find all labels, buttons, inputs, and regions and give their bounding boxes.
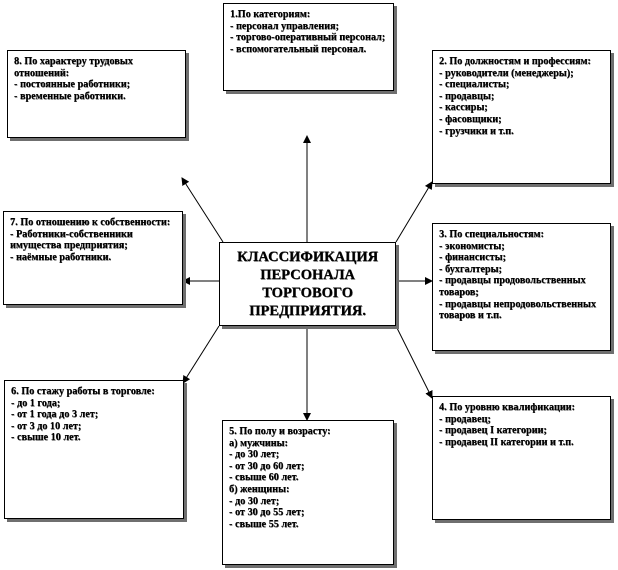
list-item: - свыше 55 лет.	[229, 518, 299, 530]
box-list	[439, 68, 604, 138]
list-item: - продавец I категории;	[439, 425, 547, 437]
list-item: - руководители (менеджеры);	[439, 67, 574, 79]
arrow-to-box-6	[183, 326, 219, 383]
list-item: - продавец;	[439, 413, 491, 425]
list-item: - экономисты;	[439, 240, 505, 252]
list-item: - фасовщики;	[439, 113, 502, 125]
box-by-labor-relations	[7, 50, 186, 138]
box-title: 1.По категориям:	[230, 9, 311, 20]
list-item: - бухгалтеры;	[439, 263, 502, 275]
box-title: 6. По стажу работы в торговле:	[11, 386, 155, 397]
list-item: - временные работники.	[14, 90, 126, 102]
list-item: а) мужчины:	[229, 437, 288, 449]
list-item: - от 30 до 60 лет;	[229, 460, 305, 472]
list-item: - от 30 до 55 лет;	[229, 507, 305, 519]
list-item: - финансисты;	[439, 252, 506, 264]
box-by-positions	[432, 50, 611, 184]
box-list	[229, 438, 387, 531]
box-list	[439, 241, 604, 322]
list-item: - продавцы продовольственных товаров;	[439, 275, 586, 298]
box-by-experience	[4, 380, 184, 519]
box-by-category	[223, 3, 394, 91]
list-item: - вспомогательный персонал.	[230, 43, 367, 55]
box-title: 7. По отношению к собственности:	[10, 217, 171, 228]
list-item: - кассиры;	[439, 102, 488, 114]
list-item: - продавцы;	[439, 90, 495, 102]
list-item: - свыше 60 лет.	[229, 472, 299, 484]
list-item: - до 30 лет;	[229, 449, 280, 461]
box-list	[439, 414, 604, 449]
list-item: - от 1 года до 3 лет;	[11, 409, 99, 421]
list-item: - свыше 10 лет.	[11, 432, 81, 444]
list-item: - Работники-собственники имущества предприятия;	[10, 228, 133, 252]
list-item: - до 30 лет;	[229, 495, 280, 507]
box-list	[230, 21, 387, 56]
box-by-ownership	[3, 211, 183, 305]
box-list	[10, 229, 176, 264]
list-item: б) женщины:	[229, 483, 290, 495]
box-title: 8. По характеру трудовых отношений:	[14, 56, 133, 79]
box-title: 3. По специальностям:	[439, 229, 544, 240]
list-item: - продавец II категории и т.п.	[439, 436, 574, 448]
box-title: 4. По уровню квалификации:	[439, 402, 575, 413]
list-item: - от 3 до 10 лет;	[11, 420, 82, 432]
center-title: КЛАССИФИКАЦИЯ ПЕРСОНАЛА ТОРГОВОГО ПРЕДПРИЯТИЯ.	[236, 249, 379, 319]
box-list	[14, 79, 179, 102]
list-item: - до 1 года;	[11, 397, 61, 409]
box-title: 2. По должностям и профессиям:	[439, 56, 591, 67]
classification-center-box	[219, 242, 396, 326]
list-item: - торгово-оперативный персонал;	[230, 32, 386, 44]
list-item: - специалисты;	[439, 79, 510, 91]
box-list	[11, 398, 177, 444]
box-by-gender-age	[222, 420, 394, 565]
box-by-specialties	[432, 223, 611, 351]
list-item: - грузчики и т.п.	[439, 125, 514, 137]
list-item: - персонал управления;	[230, 20, 339, 32]
list-item: - продавцы непродовольственных товаров и т.п.	[439, 298, 596, 322]
arrow-to-box-8	[182, 178, 223, 242]
list-item: - постоянные работники;	[14, 79, 131, 91]
arrow-to-box-2	[396, 182, 432, 242]
list-item: - наёмные работники.	[10, 251, 111, 263]
arrow-to-box-4	[396, 326, 432, 398]
box-title: 5. По полу и возрасту:	[229, 426, 331, 437]
box-by-qualification	[432, 396, 611, 520]
